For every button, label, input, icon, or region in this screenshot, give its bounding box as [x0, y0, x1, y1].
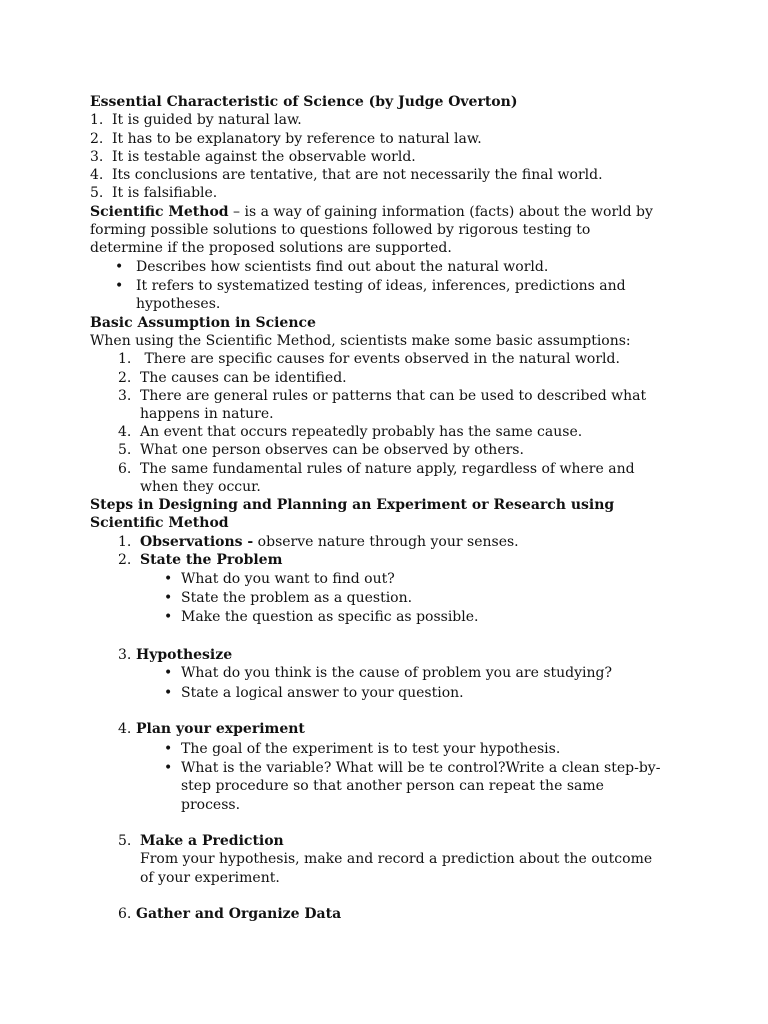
bullet-icon: •: [115, 278, 124, 294]
step-title: Gather and Organize Data: [136, 906, 342, 922]
step-title: Make a Prediction: [140, 833, 284, 849]
bullet-item: Describes how scientists find out about the natural world.: [136, 259, 549, 275]
bullet-item: What do you think is the cause of problem you are studying?: [181, 665, 612, 681]
bullet-item: State a logical answer to your question.: [181, 685, 464, 701]
bullet-item: State the problem as a question.: [181, 590, 413, 606]
step-state-problem: 2. State the Problem: [118, 552, 283, 568]
step-description: From your hypothesis, make and record a prediction about the outcome: [140, 851, 653, 867]
list-item-continuation: when they occur.: [140, 479, 261, 495]
bullet-item: It refers to systematized testing of ideas, inferences, predictions and: [136, 278, 626, 294]
step-observations: 1. Observations - observe nature through your senses.: [118, 534, 519, 550]
step-plan-experiment: 4. Plan your experiment: [118, 721, 305, 737]
assumptions-intro: When using the Scientific Method, scientists make some basic assumptions:: [90, 333, 631, 349]
step-title: State the Problem: [140, 552, 283, 568]
term-scientific-method: Scientific Method: [90, 204, 229, 220]
bullet-item-continuation: process.: [181, 797, 241, 813]
bullet-icon: •: [164, 571, 173, 587]
list-item: 2. The causes can be identified.: [118, 370, 347, 386]
bullet-icon: •: [164, 741, 173, 757]
bullet-item-continuation: hypotheses.: [136, 296, 221, 312]
step-title: Hypothesize: [136, 647, 233, 663]
list-item-continuation: happens in nature.: [140, 406, 274, 422]
definition-line: determine if the proposed solutions are supported.: [90, 240, 452, 256]
section-heading-steps: Steps in Designing and Planning an Experiment or Research using: [90, 497, 615, 513]
list-item: 1. It is guided by natural law.: [90, 112, 302, 128]
step-title: Plan your experiment: [136, 721, 305, 737]
list-item: 1. There are specific causes for events observed in the natural world.: [118, 351, 620, 367]
bullet-icon: •: [164, 760, 173, 776]
list-item: 4. Its conclusions are tentative, that are not necessarily the final world.: [90, 167, 603, 183]
bullet-item-continuation: step procedure so that another person can repeat the same: [181, 778, 604, 794]
bullet-item: The goal of the experiment is to test your hypothesis.: [181, 741, 561, 757]
step-gather-data: 6. Gather and Organize Data: [118, 906, 342, 922]
definition-line: forming possible solutions to questions followed by rigorous testing to: [90, 222, 591, 238]
bullet-icon: •: [164, 665, 173, 681]
bullet-icon: •: [164, 590, 173, 606]
list-item: 3. There are general rules or patterns that can be used to described what: [118, 388, 647, 404]
bullet-icon: •: [164, 609, 173, 625]
list-item: 2. It has to be explanatory by reference to natural law.: [90, 131, 482, 147]
step-title: Observations -: [140, 534, 254, 550]
section-heading-essential-characteristics: Essential Characteristic of Science (by Judge Overton): [90, 94, 518, 110]
scientific-method-definition: Scientific Method – is a way of gaining information (facts) about the world by: [90, 204, 653, 220]
list-item: 3. It is testable against the observable world.: [90, 149, 416, 165]
bullet-item: Make the question as specific as possible.: [181, 609, 479, 625]
bullet-icon: •: [164, 685, 173, 701]
list-item: 6. The same fundamental rules of nature apply, regardless of where and: [118, 461, 635, 477]
section-heading-steps-continuation: Scientific Method: [90, 515, 229, 531]
list-item: 4. An event that occurs repeatedly probably has the same cause.: [118, 424, 583, 440]
step-hypothesize: 3. Hypothesize: [118, 647, 233, 663]
step-make-prediction: 5. Make a Prediction: [118, 833, 284, 849]
bullet-item: What is the variable? What will be te control?Write a clean step-by-: [181, 760, 661, 776]
list-item: 5. What one person observes can be observed by others.: [118, 442, 524, 458]
section-heading-basic-assumption: Basic Assumption in Science: [90, 315, 316, 331]
step-description: of your experiment.: [140, 870, 280, 886]
bullet-icon: •: [115, 259, 124, 275]
list-item: 5. It is falsifiable.: [90, 185, 218, 201]
bullet-item: What do you want to find out?: [181, 571, 395, 587]
